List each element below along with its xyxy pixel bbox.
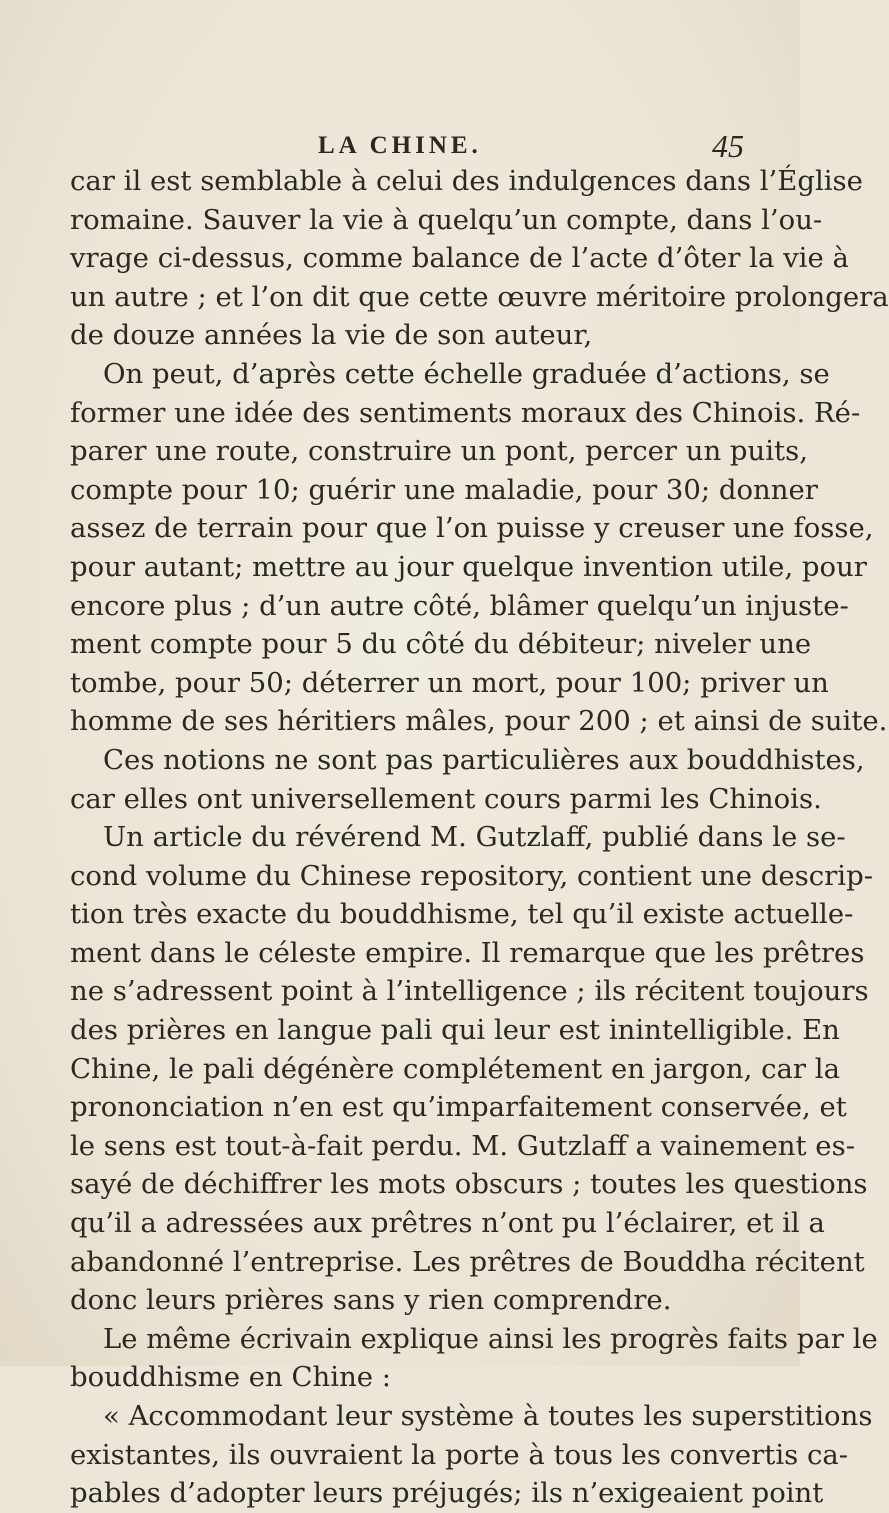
text-line: cond volume du Chinese repository, contient une descrip- (70, 859, 873, 892)
text-line: former une idée des sentiments moraux des Chinois. Ré- (70, 396, 861, 429)
text-line: un autre ; et l’on dit que cette œuvre méritoire prolongera (70, 280, 889, 313)
paragraph-first-line: On peut, d’après cette échelle graduée d’actions, se (103, 357, 830, 390)
page-number: 45 (712, 128, 744, 164)
text-line: parer une route, construire un pont, percer un puits, (70, 435, 808, 468)
paragraph-first-line: Ces notions ne sont pas particulières aux bouddhistes, (103, 743, 865, 776)
text-line: tion très exacte du bouddhisme, tel qu’il existe actuelle- (70, 898, 854, 931)
text-line: assez de terrain pour que l’on puisse y creuser une fosse, (70, 512, 874, 545)
text-line: sayé de déchiffrer les mots obscurs ; toutes les questions (70, 1168, 868, 1201)
text-line: vrage ci-dessus, comme balance de l’acte d’ôter la vie à (70, 242, 849, 275)
text-line: car elles ont universellement cours parmi les Chinois. (70, 782, 822, 815)
text-line: tombe, pour 50; déterrer un mort, pour 100; priver un (70, 666, 829, 699)
text-line: abandonné l’entreprise. Les prêtres de Bouddha récitent (70, 1245, 865, 1278)
text-line: donc leurs prières sans y rien comprendre. (70, 1284, 672, 1317)
text-line: pables d’adopter leurs préjugés; ils n’exigeaient point (70, 1477, 824, 1510)
paragraph-first-line: Le même écrivain explique ainsi les progrès faits par le (103, 1322, 878, 1355)
text-line: romaine. Sauver la vie à quelqu’un compte, dans l’ou- (70, 203, 823, 236)
text-line: ne s’adressent point à l’intelligence ; ils récitent toujours (70, 975, 869, 1008)
text-line: homme de ses héritiers mâles, pour 200 ; et ainsi de suite. (70, 705, 888, 738)
text-line: le sens est tout-à-fait perdu. M. Gutzlaff a vainement es- (70, 1129, 855, 1162)
text-line: car il est semblable à celui des indulgences dans l’Église (70, 165, 863, 197)
text-line: prononciation n’en est qu’imparfaitement conservée, et (70, 1091, 847, 1124)
text-line: ment dans le céleste empire. Il remarque que les prêtres (70, 936, 865, 969)
running-title: LA CHINE. (318, 132, 482, 159)
text-line: existantes, ils ouvraient la porte à tous les convertis ca- (70, 1438, 849, 1471)
text-line: de douze années la vie de son auteur, (70, 319, 593, 352)
text-line: compte pour 10; guérir une maladie, pour 30; donner (70, 473, 818, 506)
body-text (70, 162, 889, 1513)
text-line: Chine, le pali dégénère complétement en jargon, car la (70, 1052, 840, 1085)
quote-first-line: « Accommodant leur système à toutes les superstitions (103, 1400, 873, 1432)
text-line: encore plus ; d’un autre côté, blâmer quelqu’un injuste- (70, 589, 849, 622)
text-line: ment compte pour 5 du côté du débiteur; niveler une (70, 628, 812, 661)
text-line: pour autant; mettre au jour quelque invention utile, pour (70, 550, 867, 583)
text-line: des prières en langue pali qui leur est inintelligible. En (70, 1014, 840, 1047)
text-line: qu’il a adressées aux prêtres n’ont pu l’éclairer, et il a (70, 1207, 825, 1240)
text-line: bouddhisme en Chine : (70, 1361, 392, 1394)
paragraph-first-line: Un article du révérend M. Gutzlaff, publié dans le se- (103, 821, 846, 854)
